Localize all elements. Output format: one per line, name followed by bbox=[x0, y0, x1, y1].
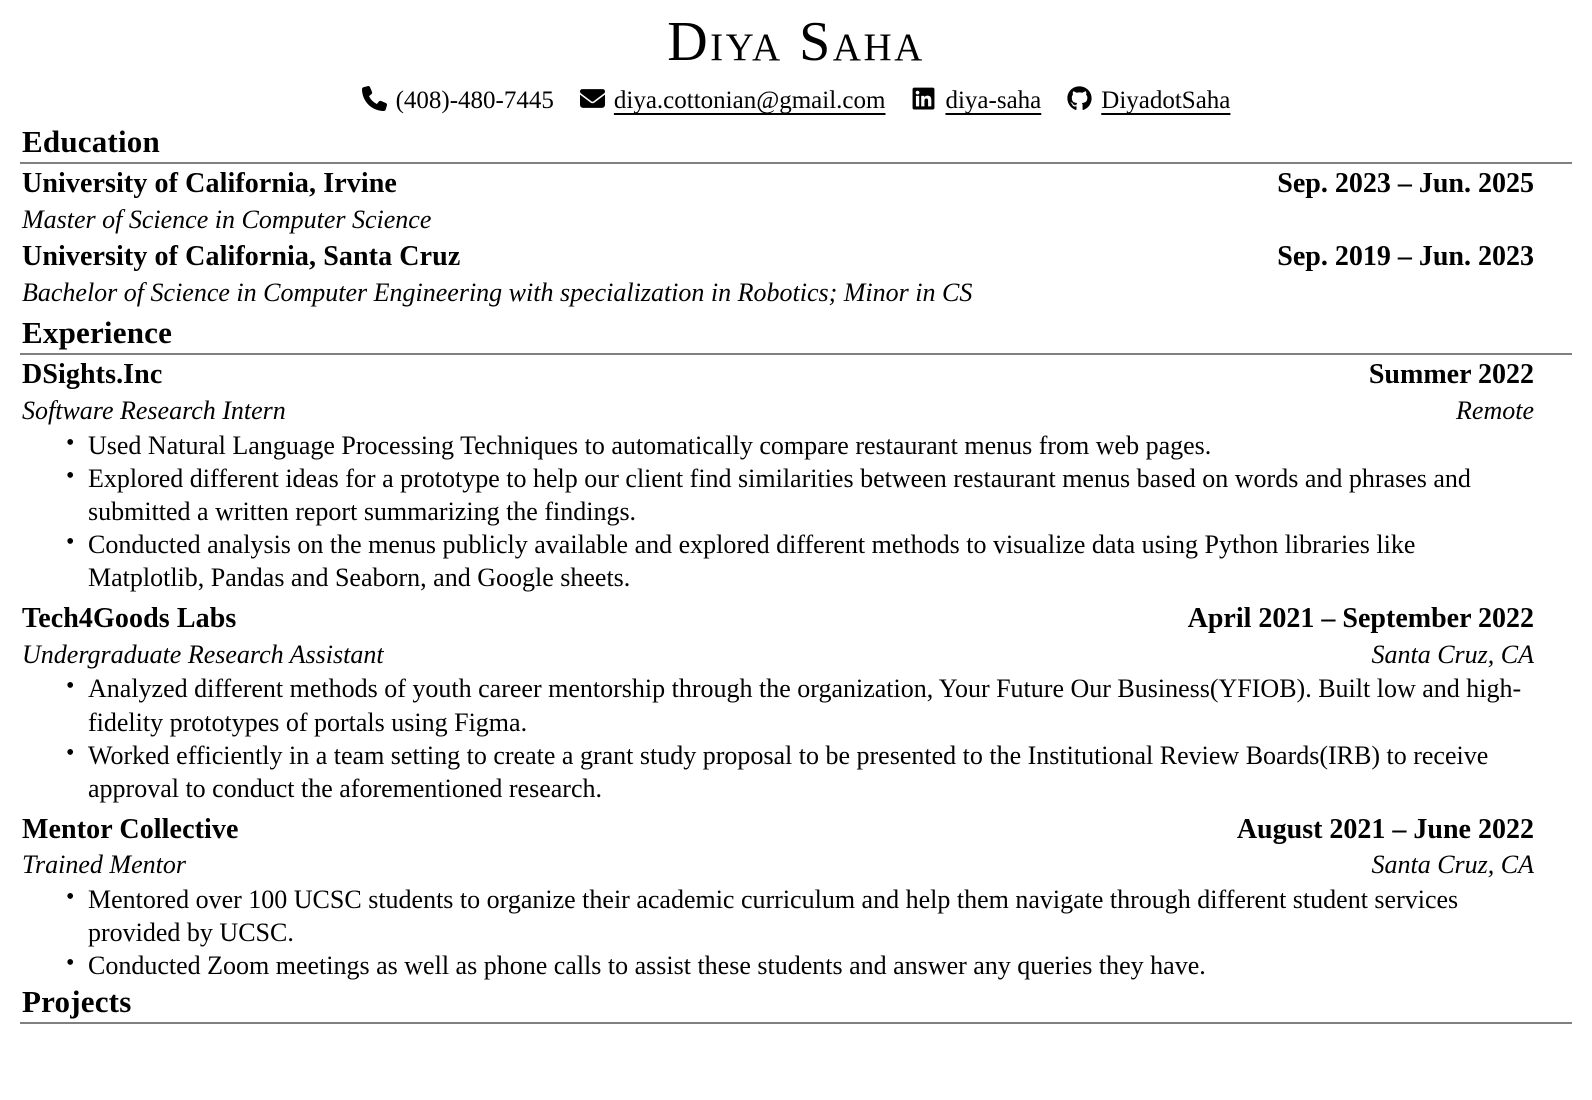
resume-header bbox=[0, 0, 1592, 115]
entry-header-row bbox=[22, 812, 1534, 848]
contact-phone[interactable] bbox=[362, 83, 554, 115]
entry-location: Santa Cruz, CA bbox=[1371, 639, 1534, 669]
envelope-icon bbox=[580, 86, 605, 111]
page-title: Diya Saha bbox=[667, 11, 925, 73]
section-divider bbox=[20, 353, 1572, 355]
entry-bullet-list bbox=[22, 672, 1534, 805]
list-item: • Conducted Zoom meetings as well as phone calls to assist these students and answer any queries they have. bbox=[66, 949, 1534, 982]
organization-name: University of California, Santa Cruz bbox=[22, 241, 461, 273]
list-item: • Explored different ideas for a prototype to help our client find similarities between restaurant menus based on words and phrases and submitted a written report summarizing the findings. bbox=[66, 462, 1534, 528]
entry-role: Software Research Intern bbox=[22, 395, 286, 425]
github-icon bbox=[1067, 86, 1092, 111]
section-title-experience: Experience bbox=[22, 314, 173, 350]
contact-row bbox=[0, 83, 1592, 115]
contact-email[interactable] bbox=[580, 83, 886, 115]
section-education bbox=[0, 125, 1592, 310]
entry-header-row bbox=[22, 357, 1534, 393]
experience-entry bbox=[0, 601, 1592, 805]
entry-header-row bbox=[22, 601, 1534, 637]
organization-name: University of California, Irvine bbox=[22, 168, 397, 200]
education-entry bbox=[0, 239, 1592, 309]
organization-name: DSights.Inc bbox=[22, 359, 163, 391]
list-item: • Mentored over 100 UCSC students to organize their academic curriculum and help them navigate through different student services provided by UCSC. bbox=[66, 883, 1534, 949]
list-item: • Worked efficiently in a team setting to create a grant study proposal to be presented to the Institutional Review Boards(IRB) to receive approval to conduct the aforementioned research. bbox=[66, 739, 1534, 805]
entry-subheader-row bbox=[22, 638, 1534, 672]
contact-linkedin[interactable] bbox=[911, 83, 1041, 115]
entry-bullet-list bbox=[22, 429, 1534, 595]
entry-dates: Summer 2022 bbox=[1368, 359, 1534, 391]
phone-icon bbox=[362, 86, 387, 111]
entry-role: Master of Science in Computer Science bbox=[22, 204, 432, 234]
entry-location: Santa Cruz, CA bbox=[1371, 850, 1534, 880]
section-projects bbox=[0, 985, 1592, 1025]
entry-dates: Sep. 2023 – Jun. 2025 bbox=[1277, 168, 1534, 200]
entry-header-row bbox=[22, 239, 1534, 275]
entry-dates: Sep. 2019 – Jun. 2023 bbox=[1277, 241, 1534, 273]
entry-subheader-row bbox=[22, 276, 1534, 310]
list-item: • Conducted analysis on the menus publicly available and explored different methods to visualize data using Python libraries like Matplotlib, Pandas and Seaborn, and Google sheets. bbox=[66, 528, 1534, 594]
experience-entry bbox=[0, 357, 1592, 594]
email-address: diya.cottonian@gmail.com bbox=[613, 87, 886, 114]
education-entry bbox=[0, 166, 1592, 236]
entry-role: Undergraduate Research Assistant bbox=[22, 639, 384, 669]
section-title-education: Education bbox=[22, 123, 160, 159]
entry-role: Trained Mentor bbox=[22, 850, 186, 880]
phone-number: (408)-480-7445 bbox=[395, 87, 554, 114]
section-title-projects: Projects bbox=[22, 983, 132, 1019]
list-item: • Used Natural Language Processing Techniques to automatically compare restaurant menus from web pages. bbox=[66, 429, 1534, 462]
entry-role: Bachelor of Science in Computer Engineering with specialization in Robotics; Minor in CS bbox=[22, 277, 973, 307]
github-handle: DiyadotSaha bbox=[1101, 87, 1231, 114]
organization-name: Mentor Collective bbox=[22, 813, 239, 845]
entry-subheader-row bbox=[22, 203, 1534, 237]
entry-subheader-row bbox=[22, 848, 1534, 882]
section-divider bbox=[20, 1022, 1572, 1024]
entry-header-row bbox=[22, 166, 1534, 202]
section-divider bbox=[20, 162, 1572, 164]
entry-dates: April 2021 – September 2022 bbox=[1187, 603, 1534, 635]
contact-github[interactable] bbox=[1067, 83, 1230, 115]
experience-entry bbox=[0, 812, 1592, 983]
entry-subheader-row bbox=[22, 394, 1534, 428]
organization-name: Tech4Goods Labs bbox=[22, 603, 237, 635]
linkedin-icon bbox=[911, 86, 936, 111]
linkedin-handle: diya-saha bbox=[945, 87, 1042, 114]
entry-location: Remote bbox=[1456, 395, 1534, 425]
section-experience bbox=[0, 316, 1592, 983]
entry-bullet-list bbox=[22, 883, 1534, 982]
entry-dates: August 2021 – June 2022 bbox=[1236, 813, 1534, 845]
list-item: • Analyzed different methods of youth career mentorship through the organization, Your Future Our Business(YFIOB). Built low and high-fidelity prototypes of portals using Figma. bbox=[66, 672, 1534, 738]
